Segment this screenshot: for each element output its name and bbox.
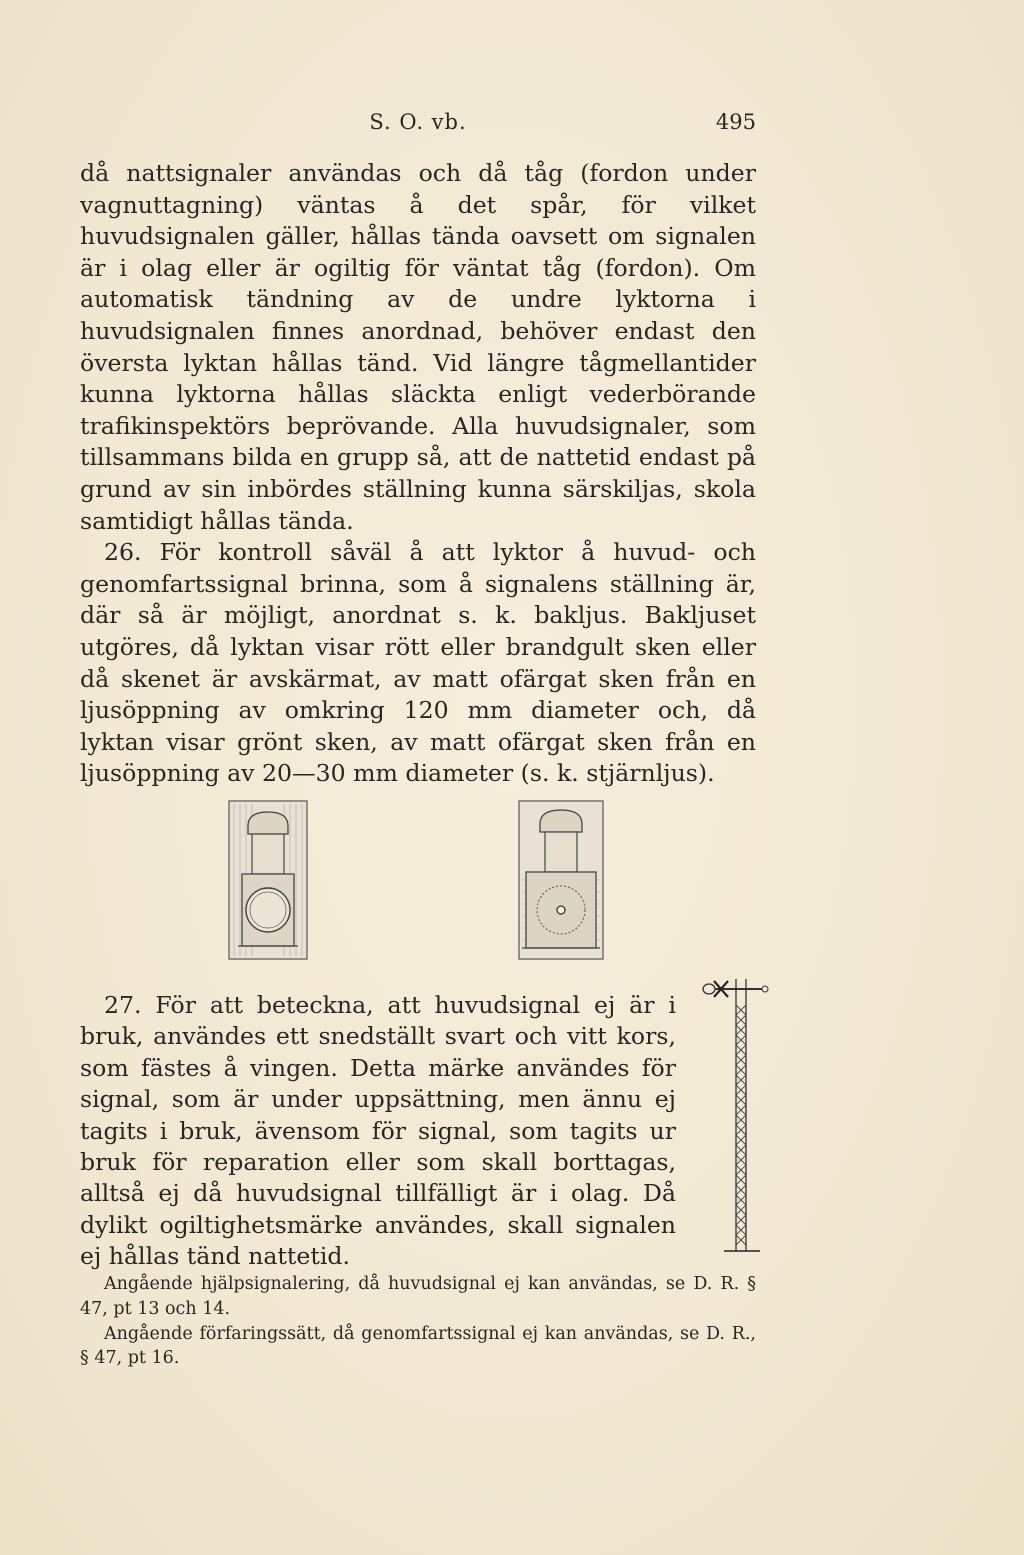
lantern-large-backlight-illustration bbox=[228, 800, 308, 960]
section-27 bbox=[80, 990, 676, 1273]
body-text bbox=[80, 158, 756, 790]
paragraph-26: 26. För kontroll såväl å att lyktor å huvud- och genomfartssignal brinna, som å signalens ställning är, där så är möjligt, anordnat s. k. bakljus. Bakljuset utgöres, då lyktan visar rött eller brandgult sken eller då skenet är avskärmat, av matt ofärgat sken från en ljusöppning av omkring 120 mm diameter och, då lyktan visar grönt sken, av matt ofärgat sken från en ljusöppning av 20—30 mm diameter (s. k. stjärnljus). bbox=[80, 538, 756, 788]
lantern-figures bbox=[228, 800, 608, 970]
running-title: S. O. vb. bbox=[369, 110, 467, 134]
paragraph-continuation: då nattsignaler användas och då tåg (fordon under vagnuttagning) väntas å det spår, för vilket huvudsignalen gäller, hållas tända oavsett om signalen är i olag eller är ogiltig för väntat tåg (fordon). Om automatisk tändning av de undre lyktorna i huvudsignalen finnes anordnad, behöver endast den översta lyktan hållas tänd. Vid längre tågmellantider kunna lyktorna hållas släckta enligt vederbörande trafikinspektörs beprövande. Alla huvudsignaler, som tillsammans bilda en grupp så, att de nattetid endast på grund av sin inbördes ställning kunna särskiljas, skola samtidigt hållas tända. bbox=[80, 159, 756, 535]
footnote-1: Angående hjälpsignalering, då huvudsignal ej kan användas, se D. R. § 47, pt 13 och 14. bbox=[80, 1274, 756, 1319]
page-header bbox=[80, 110, 756, 140]
paragraph-27: 27. För att beteckna, att huvudsignal ej är i bruk, användes ett snedställt svart och vitt kors, som fästes å vingen. Detta märke användes för signal, som är under uppsättning, men ännu ej tagits i bruk, ävensom för signal, som tagits ur bruk för reparation eller som skall borttagas, alltså ej då huvudsignal tillfälligt är i olag. Då dylikt ogiltighetsmärke användes, skall signalen ej hållas tänd nattetid. bbox=[80, 991, 676, 1271]
lantern-star-light-illustration bbox=[518, 800, 604, 960]
page-number: 495 bbox=[715, 110, 756, 134]
signal-mast-illustration bbox=[700, 975, 770, 1255]
footnotes bbox=[80, 1272, 756, 1371]
footnote-2: Angående förfaringssätt, då genomfartssignal ej kan användas, se D. R., § 47, pt 16. bbox=[80, 1323, 756, 1369]
